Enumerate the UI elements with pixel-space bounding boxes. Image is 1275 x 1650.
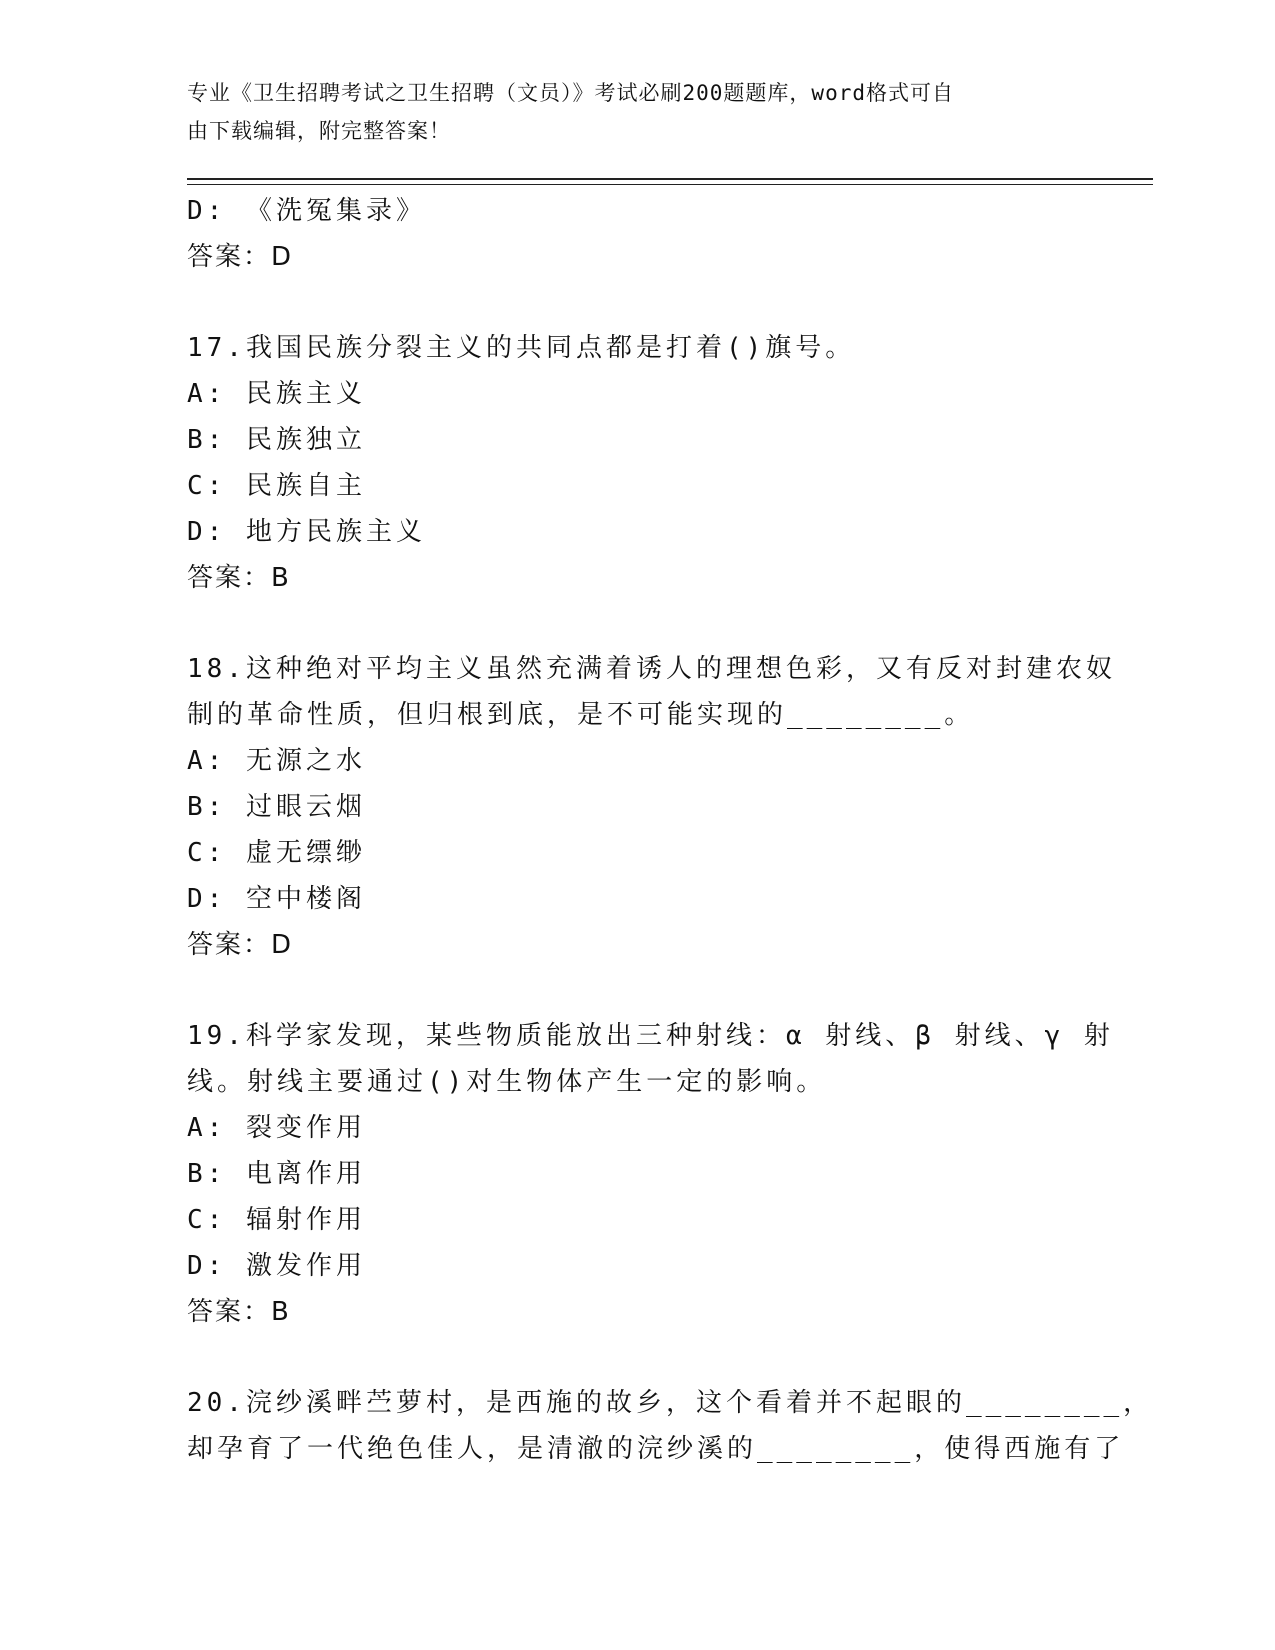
header-line-2: 由下载编辑，附完整答案！ xyxy=(187,119,451,143)
question-stem: 制的革命性质，但归根到底，是不可能实现的________。 xyxy=(187,700,975,730)
option-a: A: 裂变作用 xyxy=(187,1113,366,1143)
question-stem: 18.这种绝对平均主义虽然充满着诱人的理想色彩，又有反对封建农奴 xyxy=(187,654,1116,684)
prev-option-d: D: 《洗冤集录》 xyxy=(187,196,426,226)
question-19 xyxy=(187,1013,1114,1335)
header-line-1: 专业《卫生招聘考试之卫生招聘（文员）》考试必刷200题题库，word格式可自 xyxy=(187,81,954,105)
option-a: A: 民族主义 xyxy=(187,379,366,409)
prev-answer: 答案：D xyxy=(187,242,294,272)
question-stem: 19.科学家发现，某些物质能放出三种射线：α 射线、β 射线、γ 射 xyxy=(187,1021,1114,1051)
document-header xyxy=(187,74,1067,150)
option-c: C: 虚无缥缈 xyxy=(187,838,366,868)
option-d: D: 地方民族主义 xyxy=(187,517,426,547)
question-18 xyxy=(187,646,1116,968)
header-divider-thick xyxy=(187,178,1153,180)
option-b: B: 过眼云烟 xyxy=(187,792,366,822)
header-divider-thin xyxy=(187,184,1153,185)
option-c: C: 民族自主 xyxy=(187,471,366,501)
answer: 答案：D xyxy=(187,930,294,960)
answer: 答案：B xyxy=(187,563,291,593)
option-b: B: 电离作用 xyxy=(187,1159,366,1189)
question-stem: 20.浣纱溪畔苎萝村，是西施的故乡，这个看着并不起眼的________， xyxy=(187,1388,1154,1418)
question-stem: 却孕育了一代绝色佳人，是清澈的浣纱溪的________，使得西施有了 xyxy=(187,1434,1125,1464)
answer: 答案：B xyxy=(187,1297,291,1327)
option-d: D: 激发作用 xyxy=(187,1251,366,1281)
question-20 xyxy=(187,1380,1154,1472)
option-b: B: 民族独立 xyxy=(187,425,366,455)
question-stem: 线。射线主要通过()对生物体产生一定的影响。 xyxy=(187,1067,827,1097)
option-d: D: 空中楼阁 xyxy=(187,884,366,914)
question-17 xyxy=(187,325,1087,601)
document-body xyxy=(187,188,1154,1472)
question-stem: 17.我国民族分裂主义的共同点都是打着()旗号。 xyxy=(187,333,856,363)
option-a: A: 无源之水 xyxy=(187,746,366,776)
option-c: C: 辐射作用 xyxy=(187,1205,366,1235)
